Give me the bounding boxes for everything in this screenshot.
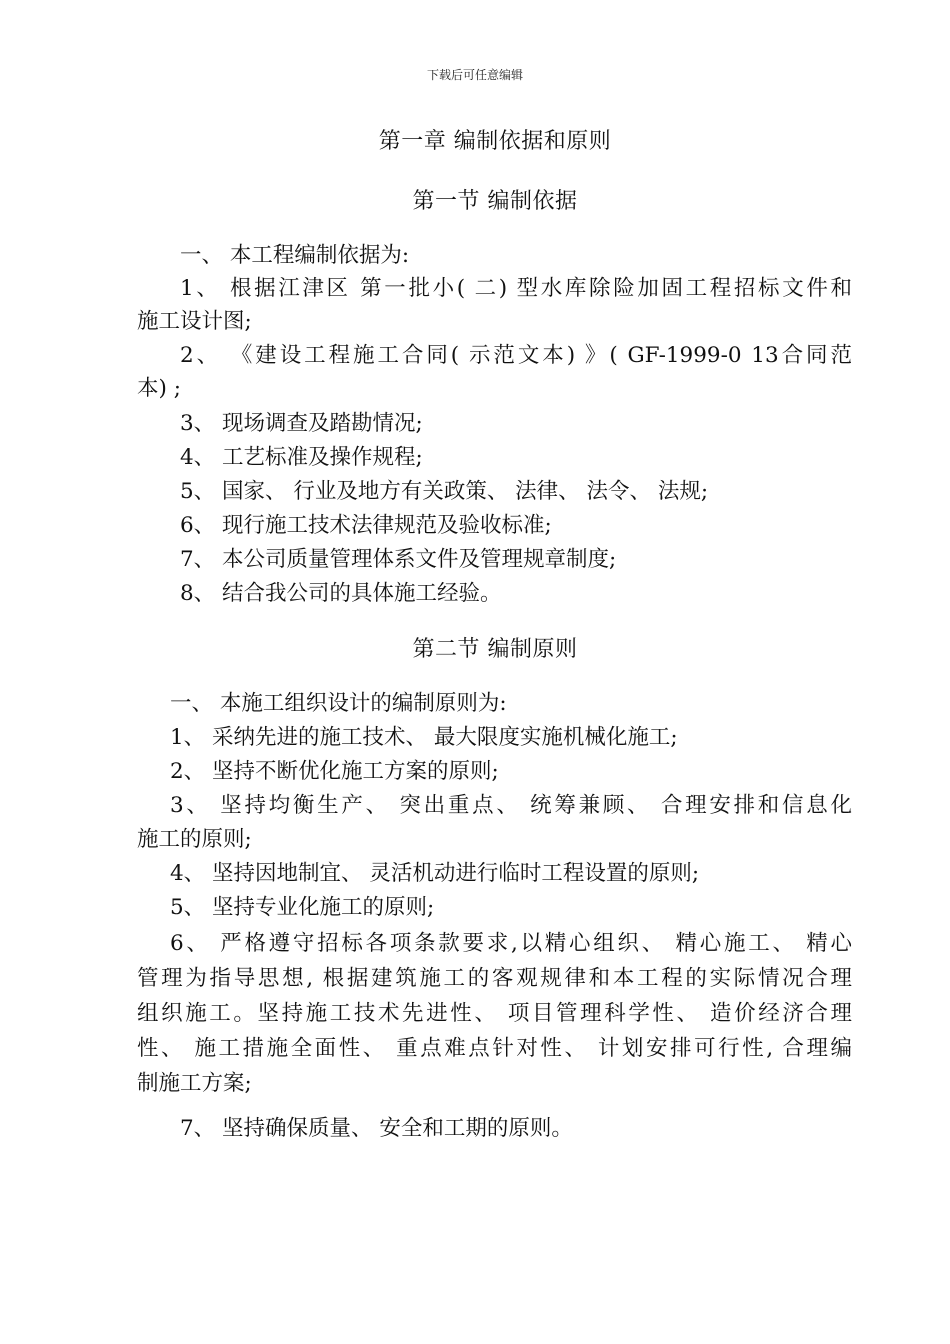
basis-item: 1、 根据江津区 第一批小( 二) 型水库除险加固工程招标文件和 [180,276,852,301]
principles-item: 7、 坚持确保质量、 安全和工期的原则。 [180,1116,573,1141]
basis-item: 7、 本公司质量管理体系文件及管理规章制度; [180,547,617,572]
page-header: 下载后可任意编辑 [426,68,523,82]
basis-lead: 一、 本工程编制依据为: [180,243,410,268]
principles-item: 1、 采纳先进的施工技术、 最大限度实施机械化施工; [170,725,678,750]
principles-item: 6、 严格遵守招标各项条款要求,以精心组织、 精心施工、 精心 [170,931,852,956]
basis-item: 3、 现场调查及踏勘情况; [180,411,423,436]
principles-item: 5、 坚持专业化施工的原则; [170,895,435,920]
principles-item-continuation: 制施工方案; [137,1071,252,1096]
basis-item-continuation: 施工设计图; [137,309,252,334]
section-title-basis: 第一节 编制依据 [412,189,578,214]
basis-item-continuation: 本) ; [137,376,181,401]
principles-item-continuation: 施工的原则; [137,827,252,852]
section-title-principles: 第二节 编制原则 [412,637,578,662]
basis-item: 8、 结合我公司的具体施工经验。 [180,581,502,606]
principles-item: 4、 坚持因地制宜、 灵活机动进行临时工程设置的原则; [170,861,700,886]
principles-item-continuation: 组织施工。坚持施工技术先进性、 项目管理科学性、 造价经济合理 [137,1001,852,1026]
principles-item-continuation: 性、 施工措施全面性、 重点难点针对性、 计划安排可行性, 合理编 [137,1036,852,1061]
basis-item: 4、 工艺标准及操作规程; [180,445,423,470]
chapter-title: 第一章 编制依据和原则 [378,129,612,154]
principles-item: 3、 坚持均衡生产、 突出重点、 统筹兼顾、 合理安排和信息化 [170,793,852,818]
principles-item: 2、 坚持不断优化施工方案的原则; [170,759,499,784]
principles-lead: 一、 本施工组织设计的编制原则为: [170,691,507,716]
basis-item: 2、 《建设工程施工合同( 示范文本) 》( GF-1999-0 13合同范 [180,343,852,368]
principles-item-continuation: 管理为指导思想, 根据建筑施工的客观规律和本工程的实际情况合理 [137,966,852,991]
basis-item: 5、 国家、 行业及地方有关政策、 法律、 法令、 法规; [180,479,709,504]
basis-item: 6、 现行施工技术法律规范及验收标准; [180,513,552,538]
